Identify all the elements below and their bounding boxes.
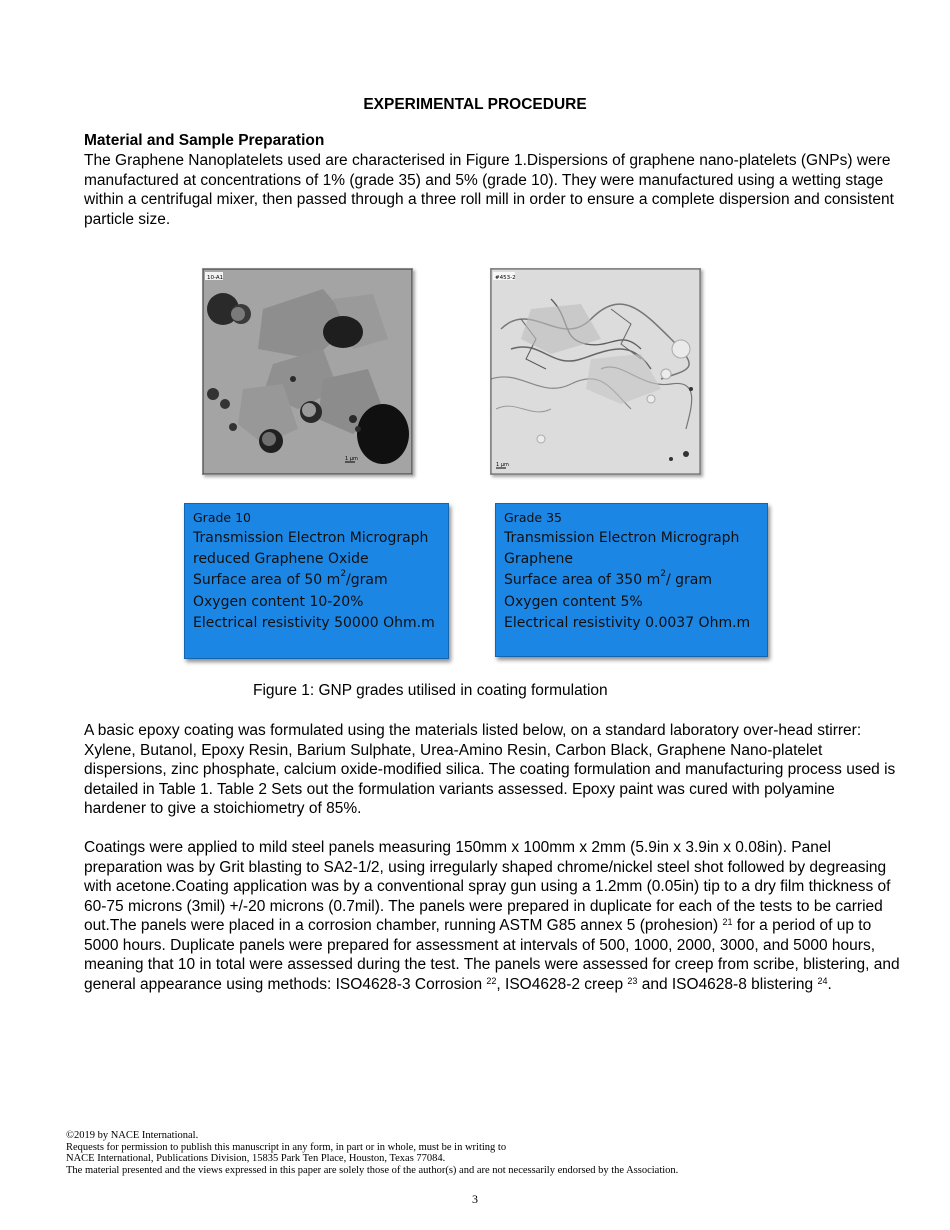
- grade-35-material: Graphene: [504, 551, 574, 567]
- grade-35-method: Transmission Electron Micrograph: [504, 530, 740, 546]
- paragraph-formulation: A basic epoxy coating was formulated using the materials listed below, on a standard laboratory over-head stirrer: Xylene, Butanol, Epoxy Resin, Barium Sulphate, Urea-Amino Resin, Carbon Black, Graphene Nano-platelet dispersions, zinc phosphate, calcium oxide-modified silica. The coating formulation and manufacturing process used is detailed in Table 1. Table 2 Sets out the formulation variants assessed. Epoxy paint was cured with polyamine hardener to give a stoichiometry of 85%.: [84, 722, 896, 817]
- paragraph-material-preparation: The Graphene Nanoplatelets used are characterised in Figure 1.Dispersions of graphene nano-platelets (GNPs) were manufactured at concentrations of 1% (grade 35) and 5% (grade 10). They were manufactured using a wetting stage within a centrifugal mixer, then passed through a three roll mill in order to ensure a complete dispersion and consistent particle size.: [84, 152, 894, 228]
- grade-10-title: Grade 10: [193, 510, 251, 525]
- footer-permission: Requests for permission to publish this manuscript in any form, in part or in whole, must be in writing to: [66, 1141, 507, 1153]
- grade-10-resistivity: Electrical resistivity 50000 Ohm.m: [193, 615, 435, 631]
- reference-24: 24: [817, 975, 828, 986]
- grade-35-title: Grade 35: [504, 510, 562, 525]
- micrograph-grade-35-image: [490, 268, 701, 475]
- footer-address: NACE International, Publications Division, 15835 Park Ten Place, Houston, Texas 77084.: [66, 1153, 446, 1164]
- paragraph-coating-application: Coatings were applied to mild steel panels measuring 150mm x 100mm x 2mm (5.9in x 3.9in x 0.08in). Panel preparation was by Grit blasting to SA2-1/2, using irregularly shaped chrome/nickel steel shot followed by degreasing with acetone.Coating application was by a conventional spray gun using a 1.2mm (0.05in) tip to a dry film thickness of 60-75 microns (3mil) +/-20 microns (0.7mil). The panels were prepared in duplicate for each of the tests to be carried out.The panels were placed in a corrosion chamber, running ASTM G85 annex 5 (prohesion) $^{21}$ for a period of up to 5000 hours. Duplicate panels were prepared for assessment at intervals of 500, 1000, 2000, 3000, and 5000 hours, meaning that 10 in total were assessed during the test. The panels were assessed for creep from scribe, blistering, and general appearance using methods: ISO4628-3 Corrosion $^{22}$, ISO4628-2 creep $^{23}$ and ISO4628-8 blistering $^{24}$.: [84, 839, 900, 993]
- copyright-footer: [66, 1130, 678, 1176]
- grade-10-material: reduced Graphene Oxide: [193, 551, 369, 567]
- reference-22: 22: [486, 975, 497, 986]
- micrograph-left-scale: 1 μm: [345, 456, 358, 462]
- reference-23: 23: [627, 975, 638, 986]
- micrograph-right-label: #453-2: [495, 275, 516, 281]
- grade-10-method: Transmission Electron Micrograph: [193, 530, 429, 546]
- reference-21: 21: [722, 917, 733, 927]
- grade-35-surface-area: Surface area of 350 $m^2/$ gram: [504, 569, 712, 588]
- grade-35-info-box: [495, 503, 768, 657]
- grade-10-info-box: [184, 503, 449, 659]
- grade-35-resistivity: Electrical resistivity 0.0037 Ohm.m: [504, 615, 751, 631]
- micrograph-right-scale: 1 μm: [496, 462, 509, 468]
- figure-caption: Figure 1: GNP grades utilised in coating formulation: [253, 682, 608, 699]
- page-number: 3: [472, 1192, 478, 1206]
- grade-10-surface-area: Surface area of 50 $m^2$/gram: [193, 569, 388, 588]
- page-title: EXPERIMENTAL PROCEDURE: [363, 96, 587, 113]
- micrograph-left-label: 10-A1: [207, 275, 224, 281]
- grade-35-oxygen-content: Oxygen content 5%: [504, 594, 643, 610]
- grade-10-oxygen-content: Oxygen content 10-20%: [193, 594, 364, 610]
- footer-copyright: ©2019 by NACE International.: [66, 1130, 199, 1141]
- section-heading: Material and Sample Preparation: [84, 132, 325, 149]
- micrograph-grade-10-image: [202, 268, 413, 475]
- footer-disclaimer: The material presented and the views expressed in this paper are solely those of the author(s) and are not necessarily endorsed by the Association.: [66, 1164, 679, 1176]
